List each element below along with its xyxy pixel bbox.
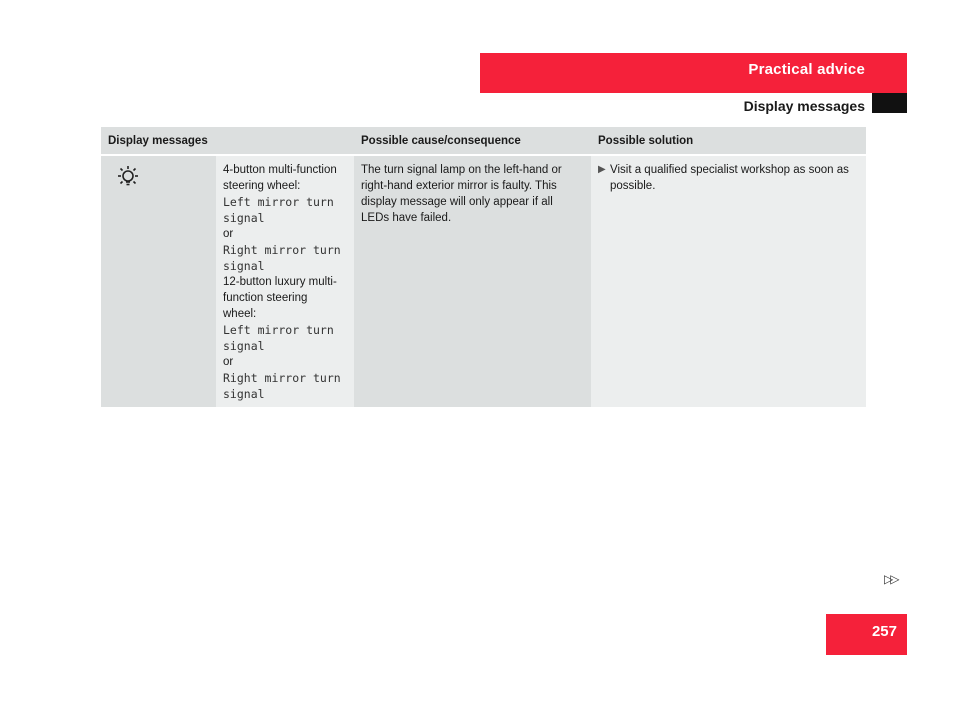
cause-line: display message will only appear if all	[361, 196, 553, 208]
bullet-arrow-icon: ▶	[598, 164, 606, 175]
header-bar	[480, 53, 907, 93]
header-tab-marker	[872, 93, 907, 113]
cause-line: LEDs have failed.	[361, 212, 452, 224]
message-description-line: steering wheel:	[223, 180, 301, 192]
page-number: 257	[871, 623, 897, 640]
cause-line: The turn signal lamp on the left-hand or	[361, 164, 562, 176]
cause-line: right-hand exterior mirror is faulty. This	[361, 180, 557, 192]
column-header-possible-solution: Possible solution	[598, 134, 694, 147]
solution-line: Visit a qualified specialist workshop as soon as	[610, 164, 849, 176]
message-description-line: wheel:	[223, 308, 257, 320]
message-description-line: or	[223, 228, 234, 240]
turn-signal-lamp-icon	[115, 164, 141, 190]
section-title: Practical advice	[748, 61, 865, 78]
message-description-line: or	[223, 356, 234, 368]
display-message-text: signal	[223, 259, 265, 273]
column-header-display-messages: Display messages	[108, 134, 208, 147]
message-description-line: 4-button multi-function	[223, 164, 337, 176]
display-message-text: Left mirror turn	[223, 195, 334, 209]
message-description-line: 12-button luxury multi-	[223, 276, 337, 288]
page-number-box	[826, 614, 907, 655]
solution-item	[598, 162, 860, 194]
table-header-row	[101, 127, 866, 154]
display-message-text: signal	[223, 339, 265, 353]
display-messages-table	[101, 127, 866, 407]
continue-arrows-icon: ▷▷	[884, 572, 897, 586]
display-message-text: Right mirror turn	[223, 371, 341, 385]
display-message-text: Right mirror turn	[223, 243, 341, 257]
icon-cell	[101, 156, 216, 407]
message-description-line: function steering	[223, 292, 308, 304]
display-message-text: signal	[223, 387, 265, 401]
table-row	[101, 156, 866, 407]
column-header-possible-cause: Possible cause/consequence	[361, 134, 521, 147]
subsection-title: Display messages	[743, 98, 865, 114]
display-message-lines	[223, 162, 350, 402]
display-message-cell	[216, 156, 354, 407]
possible-cause-cell	[354, 156, 591, 407]
possible-solution-cell	[591, 156, 866, 407]
display-message-text: Left mirror turn	[223, 323, 334, 337]
display-message-text: signal	[223, 211, 265, 225]
solution-line: possible.	[610, 180, 656, 192]
